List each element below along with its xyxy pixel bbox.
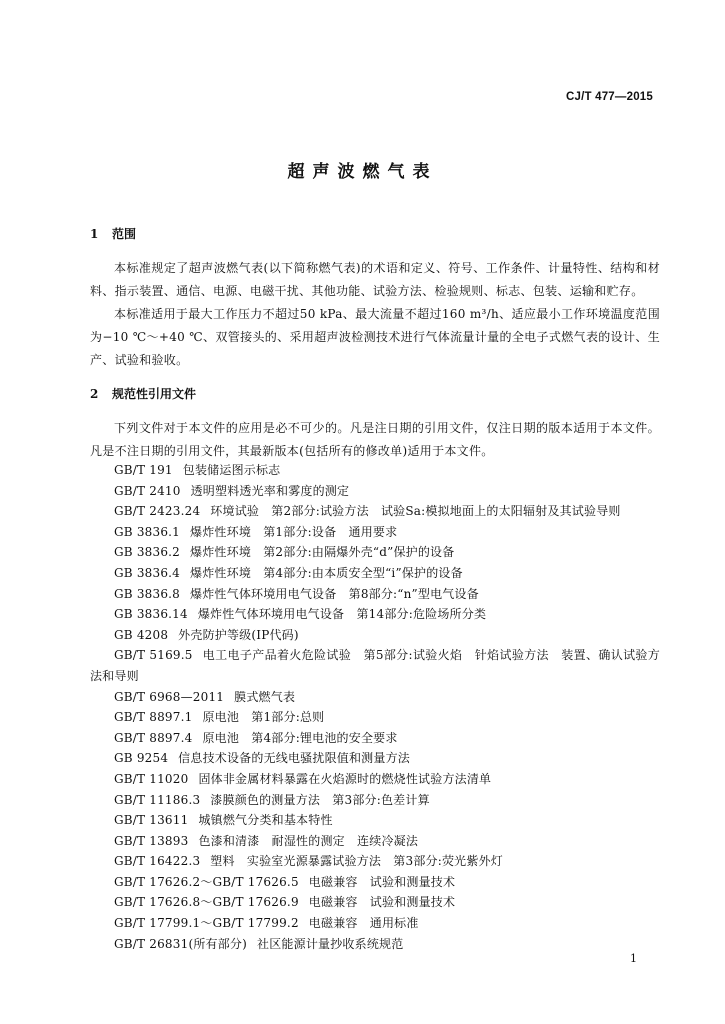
reference-title: 环境试验 第2部分:试验方法 试验Sa:模拟地面上的太阳辐射及其试验导则 xyxy=(210,504,621,519)
section-1-heading xyxy=(90,225,136,242)
reference-code: GB/T 6968—2011 xyxy=(114,689,225,704)
reference-code: GB 9254 xyxy=(114,751,169,766)
reference-title: 透明塑料透光率和雾度的测定 xyxy=(190,483,350,498)
reference-item xyxy=(90,892,660,913)
reference-title: 爆炸性气体环境用电气设备 第14部分:危险场所分类 xyxy=(197,607,487,622)
reference-title: 电工电子产品着火危险试验 第5部分:试验火焰 针焰试验方法 装置、确认试验方法和导则 xyxy=(90,648,660,683)
page-number: 1 xyxy=(630,952,637,965)
reference-code: GB/T 5169.5 xyxy=(114,648,193,663)
reference-item xyxy=(90,728,660,749)
reference-item xyxy=(90,604,660,625)
reference-title: 城镇燃气分类和基本特性 xyxy=(198,813,333,828)
section-number: 2 xyxy=(90,387,99,401)
reference-item xyxy=(90,707,660,728)
reference-title: 电磁兼容 通用标准 xyxy=(308,916,419,931)
reference-item xyxy=(90,687,660,708)
reference-item xyxy=(90,522,660,543)
reference-code: GB/T 17799.1～GB/T 17799.2 xyxy=(114,916,299,931)
reference-item xyxy=(90,481,660,502)
reference-list xyxy=(90,460,660,954)
reference-title: 社区能源计量抄收系统规范 xyxy=(257,936,404,951)
reference-title: 包装储运图示标志 xyxy=(182,463,281,477)
scope-paragraph-1: 本标准规定了超声波燃气表(以下简称燃气表)的术语和定义、符号、工作条件、计量特性、结构和材料、指示装置、通信、电源、电磁干扰、其他功能、试验方法、检验规则、标志、包装、运输和贮存。 xyxy=(90,261,660,298)
reference-title: 塑料 实验室光源暴露试验方法 第3部分:荧光紫外灯 xyxy=(210,854,503,869)
reference-code: GB/T 17626.2～GB/T 17626.5 xyxy=(114,874,299,889)
reference-item xyxy=(90,934,660,955)
reference-code: GB 3836.2 xyxy=(114,545,181,560)
reference-title: 电磁兼容 试验和测量技术 xyxy=(308,874,456,889)
reference-code: GB/T 191 xyxy=(114,463,173,477)
reference-item xyxy=(90,542,660,563)
reference-code: GB/T 11020 xyxy=(114,771,189,786)
reference-code: GB/T 26831(所有部分) xyxy=(114,936,248,951)
reference-item xyxy=(90,872,660,893)
reference-title: 原电池 第4部分:锂电池的安全要求 xyxy=(202,730,398,745)
page-title: 超声波燃气表 xyxy=(287,162,438,182)
reference-code: GB/T 8897.1 xyxy=(114,710,193,725)
reference-code: GB/T 8897.4 xyxy=(114,730,193,745)
reference-code: GB/T 2410 xyxy=(114,483,181,498)
reference-title: 色漆和清漆 耐湿性的测定 连续冷凝法 xyxy=(198,833,419,848)
reference-code: GB/T 2423.24 xyxy=(114,504,201,519)
reference-item xyxy=(90,810,660,831)
section-title: 规范性引用文件 xyxy=(112,387,197,401)
standard-number: CJ/T 477—2015 xyxy=(566,91,653,103)
reference-item xyxy=(90,625,660,646)
reference-item xyxy=(90,790,660,811)
reference-item xyxy=(90,769,660,790)
reference-code: GB 3836.1 xyxy=(114,524,181,539)
reference-title: 膜式燃气表 xyxy=(234,689,296,704)
reference-code: GB/T 13611 xyxy=(114,813,189,828)
reference-item xyxy=(90,460,660,481)
reference-title: 原电池 第1部分:总则 xyxy=(202,710,325,725)
reference-item xyxy=(90,584,660,605)
section-title: 范围 xyxy=(112,227,137,241)
section-2-heading xyxy=(90,385,196,402)
scope-paragraph-2: 本标准适用于最大工作压力不超过50 kPa、最大流量不超过160 m³/h、适应最小工作环境温度范围为−10 ℃～+40 ℃、双管接头的、采用超声波检测技术进行气体流量计量的全电子式燃气表的设计、生产、试验和验收。 xyxy=(90,307,660,367)
reference-code: GB/T 16422.3 xyxy=(114,854,201,869)
reference-title: 固体非金属材料暴露在火焰源时的燃烧性试验方法清单 xyxy=(198,771,492,786)
section-number: 1 xyxy=(90,227,99,241)
reference-title: 电磁兼容 试验和测量技术 xyxy=(308,895,456,910)
reference-code: GB 3836.14 xyxy=(114,607,188,622)
reference-item xyxy=(90,501,660,522)
reference-title: 爆炸性环境 第2部分:由隔爆外壳“d”保护的设备 xyxy=(190,545,455,560)
reference-item xyxy=(90,851,660,872)
reference-title: 漆膜颜色的测量方法 第3部分:色差计算 xyxy=(210,792,430,807)
reference-code: GB 3836.8 xyxy=(114,586,181,601)
reference-code: GB 4208 xyxy=(114,627,169,642)
reference-item xyxy=(90,645,660,686)
reference-item xyxy=(90,748,660,769)
reference-title: 爆炸性环境 第4部分:由本质安全型“i”保护的设备 xyxy=(190,565,463,580)
reference-item xyxy=(90,913,660,934)
reference-item xyxy=(90,831,660,852)
reference-item xyxy=(90,563,660,584)
reference-title: 外壳防护等级(IP代码) xyxy=(178,627,299,642)
reference-code: GB 3836.4 xyxy=(114,565,181,580)
reference-code: GB/T 17626.8～GB/T 17626.9 xyxy=(114,895,299,910)
reference-code: GB/T 13893 xyxy=(114,833,189,848)
reference-code: GB/T 11186.3 xyxy=(114,792,201,807)
reference-title: 信息技术设备的无线电骚扰限值和测量方法 xyxy=(178,751,410,766)
reference-title: 爆炸性环境 第1部分:设备 通用要求 xyxy=(190,524,398,539)
normative-references-intro: 下列文件对于本文件的应用是必不可少的。凡是注日期的引用文件，仅注日期的版本适用于本文件。凡是不注日期的引用文件，其最新版本(包括所有的修改单)适用于本文件。 xyxy=(90,421,660,458)
reference-title: 爆炸性气体环境用电气设备 第8部分:“n”型电气设备 xyxy=(190,586,479,601)
